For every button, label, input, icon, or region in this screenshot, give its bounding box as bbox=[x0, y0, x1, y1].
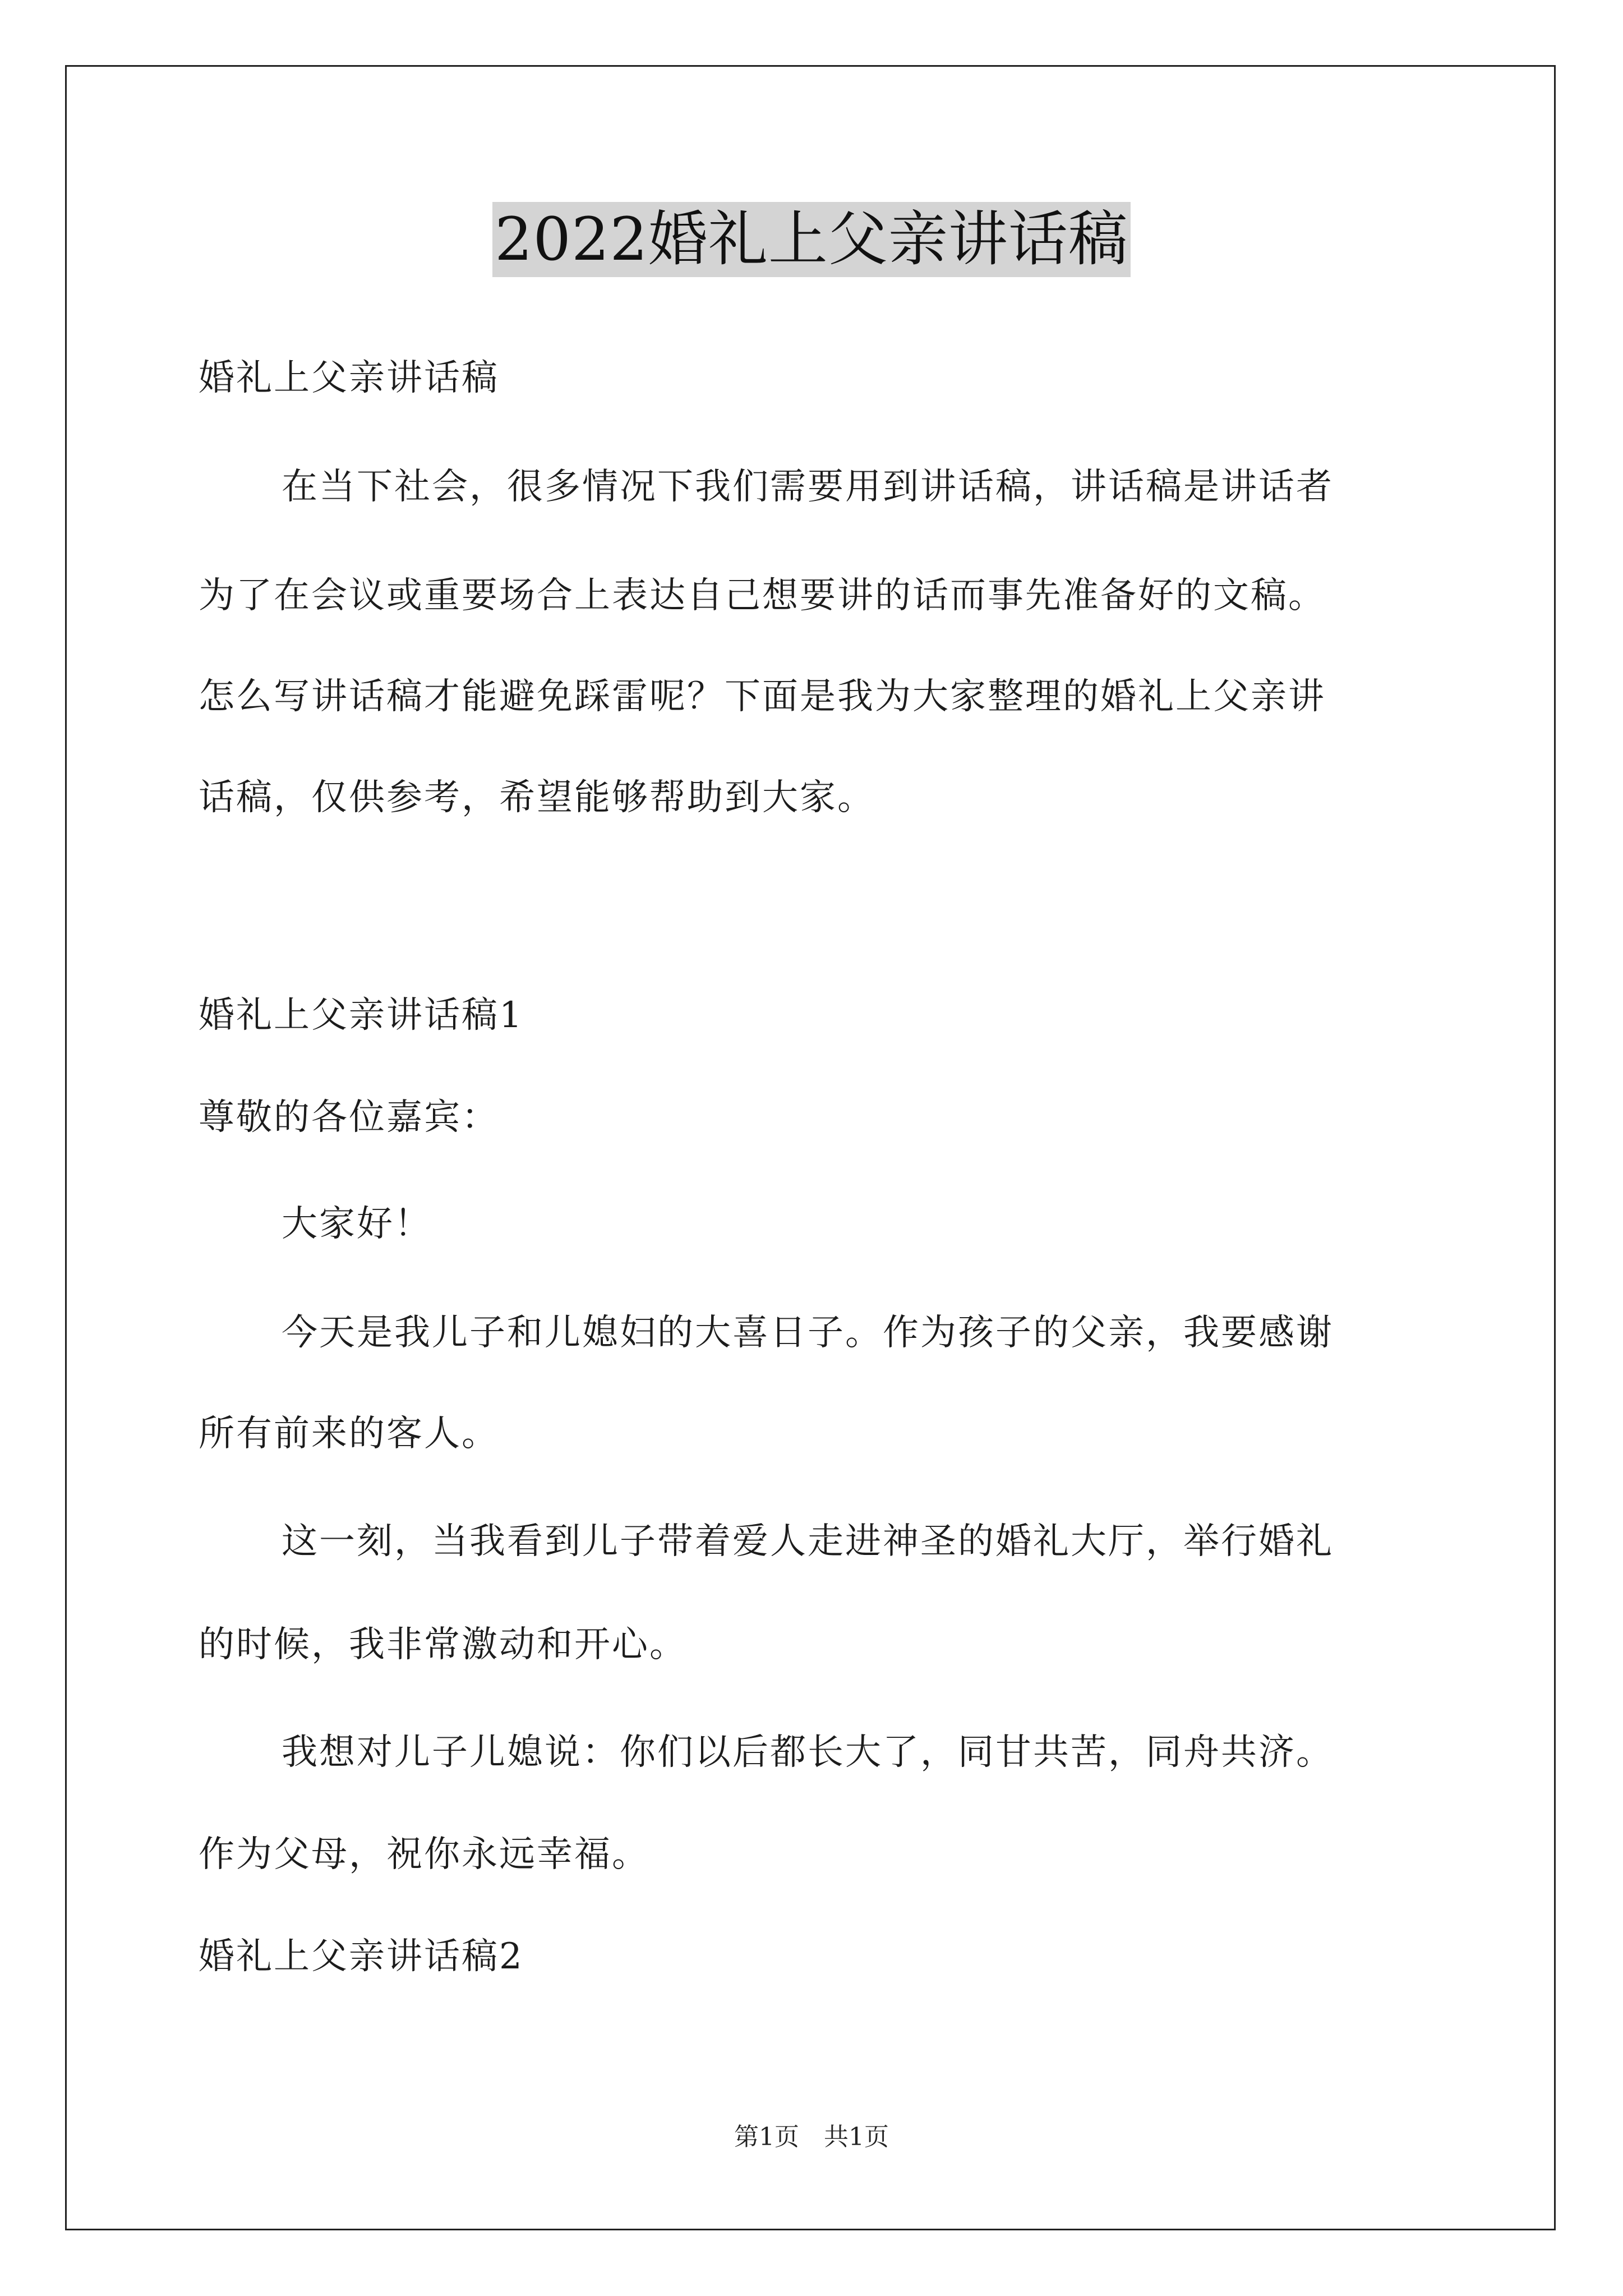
section-heading-1: 婚礼上父亲讲话稿1 bbox=[199, 995, 524, 1036]
intro-heading: 婚礼上父亲讲话稿 bbox=[199, 357, 499, 399]
speech-paragraph-line: 这一刻，当我看到儿子带着爱人走进神圣的婚礼大厅，举行婚礼 bbox=[282, 1521, 1334, 1562]
title-container bbox=[0, 202, 1623, 277]
speech-paragraph-line: 我想对儿子儿媳说：你们以后都长大了，同甘共苦，同舟共济。 bbox=[282, 1732, 1334, 1773]
speech-paragraph-line: 所有前来的客人。 bbox=[199, 1413, 499, 1455]
speech-paragraph-line: 的时候，我非常激动和开心。 bbox=[199, 1624, 687, 1665]
intro-paragraph-line: 话稿，仅供参考，希望能够帮助到大家。 bbox=[199, 777, 875, 818]
intro-paragraph-line: 怎么写讲话稿才能避免踩雷呢？下面是我为大家整理的婚礼上父亲讲 bbox=[199, 676, 1326, 717]
section-heading-2: 婚礼上父亲讲话稿2 bbox=[199, 1936, 524, 1977]
greeting: 大家好！ bbox=[282, 1203, 432, 1245]
speech-paragraph-line: 今天是我儿子和儿媳妇的大喜日子。作为孩子的父亲，我要感谢 bbox=[282, 1312, 1334, 1354]
page-footer: 第1页 共1页 bbox=[734, 2123, 889, 2151]
speech-paragraph-line: 作为父母，祝你永远幸福。 bbox=[199, 1834, 649, 1875]
intro-paragraph-line: 为了在会议或重要场合上表达自己想要讲的话而事先准备好的文稿。 bbox=[199, 575, 1326, 616]
salutation: 尊敬的各位嘉宾： bbox=[199, 1097, 499, 1138]
document-title: 2022婚礼上父亲讲话稿 bbox=[492, 202, 1131, 277]
intro-paragraph-line: 在当下社会，很多情况下我们需要用到讲话稿，讲话稿是讲话者 bbox=[282, 466, 1334, 508]
